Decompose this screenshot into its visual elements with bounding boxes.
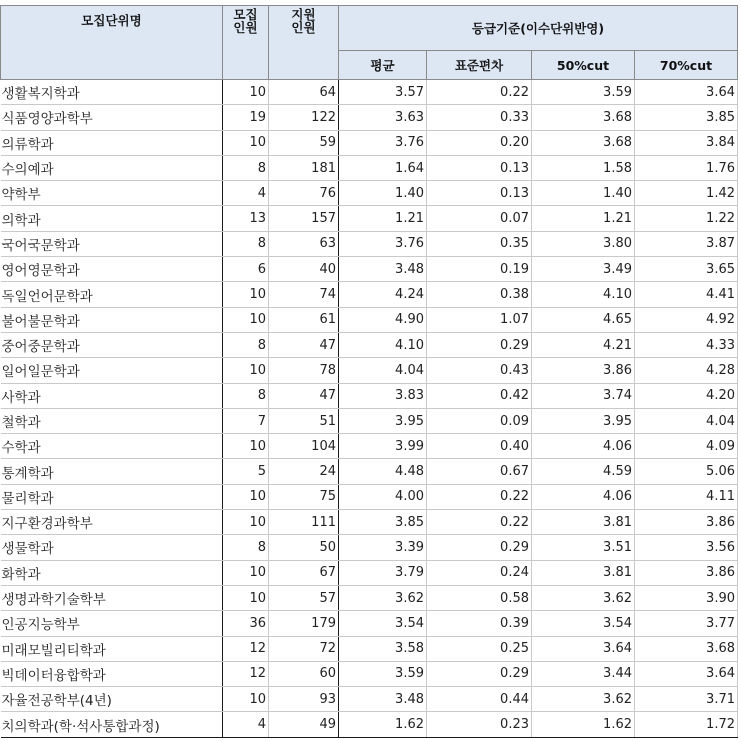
cell-cut-50: 3.68 <box>532 105 635 130</box>
cell-unit-name: 통계학과 <box>1 459 223 484</box>
table-row <box>1 80 738 105</box>
cell-mean: 4.10 <box>339 332 427 357</box>
cell-recruit-count: 8 <box>223 155 269 180</box>
header-cut-70: 70%cut <box>635 51 738 80</box>
cell-std-dev: 0.24 <box>427 560 532 585</box>
cell-recruit-count: 8 <box>223 332 269 357</box>
cell-std-dev: 0.29 <box>427 661 532 686</box>
cell-cut-70: 1.22 <box>635 206 738 231</box>
cell-unit-name: 불어불문학과 <box>1 307 223 332</box>
header-unit-name: 모집단위명 <box>1 6 223 80</box>
header-recruit-line1: 모집 <box>233 7 258 22</box>
cell-applicant-count: 47 <box>269 332 339 357</box>
table-row <box>1 636 738 661</box>
cell-recruit-count: 12 <box>223 661 269 686</box>
cell-recruit-count: 10 <box>223 585 269 610</box>
cell-applicant-count: 49 <box>269 712 339 737</box>
cell-cut-50: 3.80 <box>532 231 635 256</box>
cell-applicant-count: 157 <box>269 206 339 231</box>
cell-cut-50: 3.62 <box>532 687 635 712</box>
cell-unit-name: 생명과학기술학부 <box>1 585 223 610</box>
table-row <box>1 484 738 509</box>
cell-cut-70: 4.11 <box>635 484 738 509</box>
header-recruit-line2: 인원 <box>233 20 258 35</box>
cell-applicant-count: 72 <box>269 636 339 661</box>
cell-cut-50: 3.74 <box>532 383 635 408</box>
table-row <box>1 611 738 636</box>
cell-unit-name: 중어중문학과 <box>1 332 223 357</box>
cell-cut-50: 4.21 <box>532 332 635 357</box>
cell-applicant-count: 179 <box>269 611 339 636</box>
cell-cut-50: 3.81 <box>532 560 635 585</box>
cell-applicant-count: 40 <box>269 257 339 282</box>
cell-std-dev: 0.29 <box>427 535 532 560</box>
cell-cut-70: 4.04 <box>635 408 738 433</box>
cell-cut-50: 1.62 <box>532 712 635 737</box>
cell-recruit-count: 10 <box>223 434 269 459</box>
cell-cut-70: 3.65 <box>635 257 738 282</box>
cell-unit-name: 화학과 <box>1 560 223 585</box>
cell-unit-name: 치의학과(학·석사통합과정) <box>1 712 223 737</box>
table-row <box>1 231 738 256</box>
cell-mean: 3.48 <box>339 257 427 282</box>
cell-std-dev: 0.09 <box>427 408 532 433</box>
table-row <box>1 459 738 484</box>
cell-cut-50: 3.59 <box>532 80 635 105</box>
cell-cut-50: 4.10 <box>532 282 635 307</box>
cell-cut-50: 3.86 <box>532 358 635 383</box>
cell-applicant-count: 67 <box>269 560 339 585</box>
cell-std-dev: 0.40 <box>427 434 532 459</box>
cell-std-dev: 0.13 <box>427 181 532 206</box>
cell-cut-50: 3.49 <box>532 257 635 282</box>
cell-unit-name: 빅데이터융합학과 <box>1 661 223 686</box>
table-row <box>1 105 738 130</box>
cell-mean: 1.40 <box>339 181 427 206</box>
cell-cut-70: 1.76 <box>635 155 738 180</box>
cell-cut-70: 4.20 <box>635 383 738 408</box>
cell-mean: 4.04 <box>339 358 427 383</box>
table-row <box>1 661 738 686</box>
cell-cut-50: 4.59 <box>532 459 635 484</box>
cell-cut-50: 3.54 <box>532 611 635 636</box>
cell-applicant-count: 76 <box>269 181 339 206</box>
cell-cut-70: 4.41 <box>635 282 738 307</box>
cell-cut-50: 1.58 <box>532 155 635 180</box>
cell-cut-70: 4.28 <box>635 358 738 383</box>
cell-cut-50: 3.62 <box>532 585 635 610</box>
table-header <box>1 6 738 80</box>
cell-recruit-count: 19 <box>223 105 269 130</box>
cell-std-dev: 0.38 <box>427 282 532 307</box>
table-row <box>1 307 738 332</box>
cell-unit-name: 생물학과 <box>1 535 223 560</box>
cell-std-dev: 0.42 <box>427 383 532 408</box>
table-row <box>1 687 738 712</box>
cell-unit-name: 의류학과 <box>1 130 223 155</box>
cell-recruit-count: 8 <box>223 535 269 560</box>
cell-recruit-count: 10 <box>223 130 269 155</box>
cell-recruit-count: 10 <box>223 80 269 105</box>
cell-std-dev: 0.22 <box>427 510 532 535</box>
cell-applicant-count: 104 <box>269 434 339 459</box>
cell-cut-70: 5.06 <box>635 459 738 484</box>
cell-recruit-count: 8 <box>223 231 269 256</box>
table-row <box>1 206 738 231</box>
cell-recruit-count: 13 <box>223 206 269 231</box>
cell-mean: 3.57 <box>339 80 427 105</box>
cell-mean: 3.39 <box>339 535 427 560</box>
cell-recruit-count: 10 <box>223 560 269 585</box>
cell-unit-name: 국어국문학과 <box>1 231 223 256</box>
cell-std-dev: 0.13 <box>427 155 532 180</box>
cell-unit-name: 미래모빌리티학과 <box>1 636 223 661</box>
cell-applicant-count: 74 <box>269 282 339 307</box>
cell-mean: 1.21 <box>339 206 427 231</box>
table-row <box>1 434 738 459</box>
header-apply-line1: 지원 <box>291 7 316 22</box>
cell-unit-name: 독일언어문학과 <box>1 282 223 307</box>
cell-recruit-count: 10 <box>223 358 269 383</box>
cell-std-dev: 0.67 <box>427 459 532 484</box>
table-row <box>1 535 738 560</box>
cell-unit-name: 약학부 <box>1 181 223 206</box>
cell-mean: 4.00 <box>339 484 427 509</box>
cell-cut-50: 1.21 <box>532 206 635 231</box>
cell-applicant-count: 50 <box>269 535 339 560</box>
cell-cut-70: 4.33 <box>635 332 738 357</box>
cell-std-dev: 0.44 <box>427 687 532 712</box>
cell-unit-name: 의학과 <box>1 206 223 231</box>
cell-mean: 3.99 <box>339 434 427 459</box>
table-row <box>1 358 738 383</box>
cell-cut-70: 1.42 <box>635 181 738 206</box>
cell-unit-name: 영어영문학과 <box>1 257 223 282</box>
cell-unit-name: 철학과 <box>1 408 223 433</box>
cell-unit-name: 수학과 <box>1 434 223 459</box>
cell-applicant-count: 24 <box>269 459 339 484</box>
cell-recruit-count: 4 <box>223 712 269 737</box>
cell-unit-name: 생활복지학과 <box>1 80 223 105</box>
cell-std-dev: 0.39 <box>427 611 532 636</box>
cell-cut-70: 3.90 <box>635 585 738 610</box>
header-cut-50: 50%cut <box>532 51 635 80</box>
cell-mean: 4.90 <box>339 307 427 332</box>
cell-applicant-count: 59 <box>269 130 339 155</box>
admissions-table-container <box>0 5 741 738</box>
cell-cut-70: 4.09 <box>635 434 738 459</box>
cell-std-dev: 0.19 <box>427 257 532 282</box>
header-grade-criteria: 등급기준(이수단위반영) <box>339 6 738 51</box>
cell-recruit-count: 4 <box>223 181 269 206</box>
cell-mean: 3.62 <box>339 585 427 610</box>
cell-cut-70: 3.64 <box>635 80 738 105</box>
cell-applicant-count: 61 <box>269 307 339 332</box>
cell-mean: 3.76 <box>339 130 427 155</box>
cell-std-dev: 0.07 <box>427 206 532 231</box>
cell-recruit-count: 36 <box>223 611 269 636</box>
cell-cut-70: 4.92 <box>635 307 738 332</box>
cell-mean: 3.58 <box>339 636 427 661</box>
cell-unit-name: 물리학과 <box>1 484 223 509</box>
cell-applicant-count: 181 <box>269 155 339 180</box>
cell-recruit-count: 10 <box>223 510 269 535</box>
table-row <box>1 257 738 282</box>
table-row <box>1 282 738 307</box>
cell-std-dev: 0.23 <box>427 712 532 737</box>
cell-unit-name: 수의예과 <box>1 155 223 180</box>
cell-cut-50: 3.81 <box>532 510 635 535</box>
cell-std-dev: 0.43 <box>427 358 532 383</box>
cell-cut-50: 4.06 <box>532 434 635 459</box>
cell-cut-50: 3.51 <box>532 535 635 560</box>
table-row <box>1 560 738 585</box>
cell-cut-50: 3.64 <box>532 636 635 661</box>
header-applicant-count <box>269 6 339 80</box>
cell-mean: 4.24 <box>339 282 427 307</box>
table-row <box>1 155 738 180</box>
cell-cut-70: 3.87 <box>635 231 738 256</box>
cell-mean: 3.76 <box>339 231 427 256</box>
cell-std-dev: 0.33 <box>427 105 532 130</box>
cell-recruit-count: 10 <box>223 687 269 712</box>
cell-applicant-count: 111 <box>269 510 339 535</box>
cell-recruit-count: 12 <box>223 636 269 661</box>
cell-cut-50: 4.65 <box>532 307 635 332</box>
cell-mean: 3.63 <box>339 105 427 130</box>
table-row <box>1 383 738 408</box>
cell-recruit-count: 5 <box>223 459 269 484</box>
header-apply-line2: 인원 <box>291 20 316 35</box>
cell-unit-name: 식품영양과학부 <box>1 105 223 130</box>
cell-std-dev: 0.58 <box>427 585 532 610</box>
cell-applicant-count: 47 <box>269 383 339 408</box>
cell-applicant-count: 63 <box>269 231 339 256</box>
cell-cut-70: 3.77 <box>635 611 738 636</box>
cell-recruit-count: 7 <box>223 408 269 433</box>
table-row <box>1 510 738 535</box>
cell-mean: 3.59 <box>339 661 427 686</box>
cell-mean: 3.95 <box>339 408 427 433</box>
cell-applicant-count: 64 <box>269 80 339 105</box>
cell-mean: 3.48 <box>339 687 427 712</box>
header-recruit-count <box>223 6 269 80</box>
cell-applicant-count: 75 <box>269 484 339 509</box>
table-row <box>1 408 738 433</box>
cell-cut-70: 3.84 <box>635 130 738 155</box>
cell-cut-70: 3.71 <box>635 687 738 712</box>
cell-cut-70: 3.85 <box>635 105 738 130</box>
admissions-table <box>0 5 738 738</box>
cell-mean: 1.62 <box>339 712 427 737</box>
table-row <box>1 712 738 737</box>
cell-cut-50: 4.06 <box>532 484 635 509</box>
cell-cut-70: 3.68 <box>635 636 738 661</box>
header-mean: 평균 <box>339 51 427 80</box>
cell-std-dev: 0.22 <box>427 484 532 509</box>
cell-unit-name: 지구환경과학부 <box>1 510 223 535</box>
cell-cut-50: 1.40 <box>532 181 635 206</box>
cell-cut-50: 3.44 <box>532 661 635 686</box>
table-body <box>1 80 738 738</box>
cell-cut-50: 3.95 <box>532 408 635 433</box>
cell-recruit-count: 6 <box>223 257 269 282</box>
cell-unit-name: 자율전공학부(4년) <box>1 687 223 712</box>
cell-mean: 3.85 <box>339 510 427 535</box>
cell-std-dev: 0.22 <box>427 80 532 105</box>
table-row <box>1 181 738 206</box>
header-std-dev: 표준편차 <box>427 51 532 80</box>
table-row <box>1 130 738 155</box>
cell-mean: 1.64 <box>339 155 427 180</box>
cell-recruit-count: 10 <box>223 484 269 509</box>
cell-applicant-count: 93 <box>269 687 339 712</box>
cell-std-dev: 0.29 <box>427 332 532 357</box>
cell-applicant-count: 122 <box>269 105 339 130</box>
cell-recruit-count: 10 <box>223 307 269 332</box>
cell-unit-name: 일어일문학과 <box>1 358 223 383</box>
cell-applicant-count: 51 <box>269 408 339 433</box>
cell-mean: 3.83 <box>339 383 427 408</box>
cell-mean: 3.79 <box>339 560 427 585</box>
cell-cut-70: 3.64 <box>635 661 738 686</box>
table-row <box>1 585 738 610</box>
cell-applicant-count: 78 <box>269 358 339 383</box>
cell-std-dev: 0.20 <box>427 130 532 155</box>
table-row <box>1 332 738 357</box>
cell-std-dev: 0.35 <box>427 231 532 256</box>
cell-cut-70: 3.56 <box>635 535 738 560</box>
cell-std-dev: 0.25 <box>427 636 532 661</box>
cell-mean: 4.48 <box>339 459 427 484</box>
cell-std-dev: 1.07 <box>427 307 532 332</box>
cell-unit-name: 인공지능학부 <box>1 611 223 636</box>
cell-applicant-count: 57 <box>269 585 339 610</box>
cell-cut-70: 3.86 <box>635 560 738 585</box>
cell-cut-70: 3.86 <box>635 510 738 535</box>
cell-unit-name: 사학과 <box>1 383 223 408</box>
cell-applicant-count: 60 <box>269 661 339 686</box>
cell-cut-70: 1.72 <box>635 712 738 737</box>
cell-mean: 3.54 <box>339 611 427 636</box>
cell-recruit-count: 10 <box>223 282 269 307</box>
cell-recruit-count: 8 <box>223 383 269 408</box>
cell-cut-50: 3.68 <box>532 130 635 155</box>
